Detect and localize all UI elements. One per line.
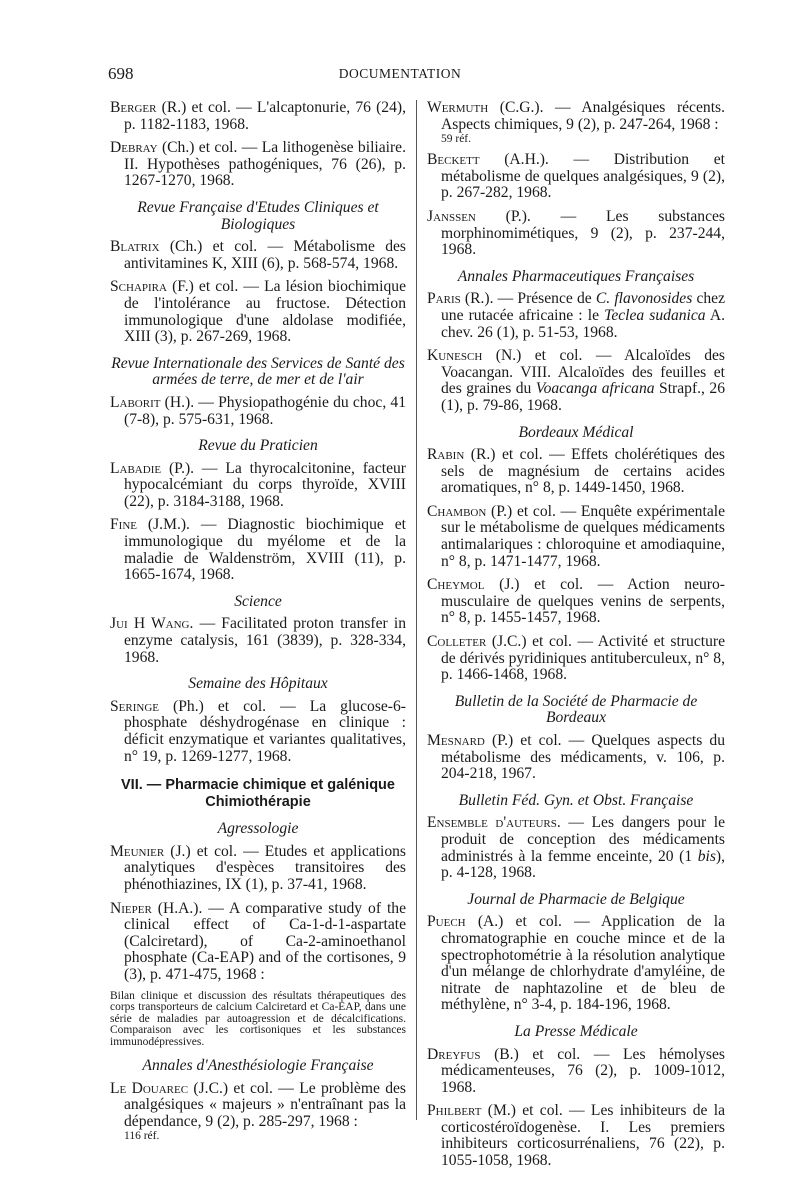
section-heading: VII. — Pharmacie chimique et galénique Chimiothérapie: [121, 777, 395, 811]
entry-author: Seringe: [110, 697, 159, 715]
bibliography-entry: [427, 634, 725, 684]
entry-text: (C.G.). — Analgésiques récents. Aspects chimiques, 9 (2), p. 247-264, 1968 :: [441, 99, 725, 133]
entry-author: Wermuth: [427, 99, 489, 116]
entry-author: Fine: [110, 516, 137, 534]
entry-author: Chambon: [427, 502, 487, 520]
entry-author: Jui H Wang.: [110, 615, 194, 633]
italic-term: bis: [697, 847, 716, 865]
journal-heading: Annales d'Anesthésiologie Française: [142, 1057, 374, 1075]
page-number: 698: [108, 64, 134, 83]
bibliography-entry: [110, 239, 406, 272]
entry-text: (J.) et col. — Action neuro-musculaire de quelques venins de serpents, n° 8, p. 1455-1457, 1968.: [441, 576, 725, 627]
bibliography-entry: [427, 733, 725, 783]
entry-author: Kunesch: [427, 347, 483, 365]
entry-text: (J.C.) et col. — Activité et structure de dérivés pyridiniques antituberculeux, n° 8, p. 1466-1468, 1968.: [441, 633, 725, 684]
journal-heading: La Presse Médicale: [514, 1022, 638, 1040]
journal-heading: Revue du Praticien: [198, 437, 318, 455]
bibliography-entry: [427, 577, 725, 627]
journal-heading: Agressologie: [217, 820, 299, 838]
entry-text: (M.) et col. — Les inhibiteurs de la corticostéroïdogenèse. I. Les premiers inhibiteurs corticosurrénaliens, 76 (22), p. 1055-1058, 1968.: [441, 1102, 726, 1170]
species-name: Voacanga africana: [535, 380, 655, 398]
bibliography-entry: [427, 152, 725, 202]
entry-author: Rabin: [427, 446, 465, 464]
entry-text: (P.). — Les substances morphinomimétiques, 9 (2), p. 237-244, 1968.: [441, 207, 726, 259]
entry-author: Paris: [427, 290, 461, 308]
entry-text: (Ch.) et col. — La lithogenèse biliaire. II. Hypothèses pathogéniques, 76 (26), p. 1267-1270, 1968.: [124, 139, 406, 190]
left-column: [110, 100, 406, 1149]
entry-author: Meunier: [110, 842, 165, 860]
entry-author: Puech: [427, 913, 466, 931]
bibliography-entry: [427, 815, 725, 881]
entry-text: (P.) et col. — Enquête expérimentale sur le métabolisme de quelques médicaments antimalariques : chloroquine et amodiaquine, n° 8, p. 1471-1477, 1968.: [441, 502, 725, 570]
bibliography-entry: [110, 1081, 406, 1143]
journal-heading: Semaine des Hôpitaux: [188, 675, 328, 693]
entry-text: A. chev. 26 (1), p. 51-53, 1968.: [441, 306, 725, 341]
bibliography-entry: [110, 844, 406, 894]
entry-author: Debray: [110, 139, 158, 157]
entry-author: Philbert: [427, 1102, 482, 1120]
page-header: [0, 64, 800, 88]
entry-text: (R.) et col. — L'alcaptonurie, 76 (24), p. 1182-1183, 1968.: [124, 99, 406, 133]
journal-heading: Bulletin de la Société de Pharmacie de Bordeaux: [454, 692, 698, 727]
entry-text: (J.M.). — Diagnostic biochimique et immunologique du myélome et de la maladie de Waldenström, XVIII (11), p. 1665-1674, 1968.: [124, 516, 406, 584]
entry-author: Cheymol: [427, 576, 485, 594]
bibliography-entry: [427, 914, 725, 1014]
bibliography-entry: [110, 616, 406, 666]
column-divider: [416, 100, 417, 1120]
right-column: [427, 100, 725, 1177]
entry-author: Ensemble d'auteurs.: [427, 814, 561, 832]
journal-heading: Revue Française d'Etudes Cliniques et Biologiques: [137, 198, 379, 233]
reference-count: 59 réf.: [441, 133, 472, 146]
entry-author: Beckett: [427, 151, 480, 169]
bibliography-entry: [110, 901, 406, 984]
entry-text: (J.) et col. — Etudes et applications analytiques d'espèces transitoires des phénothiazines, IX (1), p. 37-41, 1968.: [124, 842, 406, 893]
entry-author: Nieper: [110, 899, 152, 917]
entry-text: (A.) et col. — Application de la chromatographie en couche mince et de la spectrophotométrie à la résolution analytique d'un mélange de chlorhydrate d'amyléine, de nitrate de naphtazoline et de bleu de méthylène, n° 3-4, p. 184-196, 1968.: [441, 913, 725, 1014]
entry-author: Labadie: [110, 459, 162, 477]
entry-author: Janssen: [427, 207, 476, 225]
species-name: C. flavonosides: [595, 290, 693, 308]
entry-author: Le Douarec: [110, 1079, 189, 1097]
bibliography-entry: [110, 100, 406, 133]
entry-author: Schapira: [110, 278, 167, 296]
entry-text: — Facilitated proton transfer in enzyme catalysis, 161 (3839), p. 328-334, 1968.: [124, 615, 407, 666]
entry-note: Bilan clinique et discussion des résultats thérapeutiques des corps transporteurs de calcium Calciretard et Ca-EAP, dans une série de maladies par autoagression et de décalcifications. Comparaison avec les cortisoniques et les substances immunodépressives.: [110, 989, 406, 1048]
journal-heading: Science: [234, 592, 282, 610]
entry-author: Dreyfus: [427, 1045, 481, 1063]
entry-text: (F.) et col. — La lésion biochimique de l'intolérance au fructose. Détection immunologique d'une aldolase modifiée, XIII (3), p. 267-269, 1968.: [124, 278, 406, 346]
entry-text: (J.C.) et col. — Le problème des analgésiques « majeurs » n'entraînant pas la dépendance, 9 (2), p. 285-297, 1968 :: [124, 1079, 406, 1130]
bibliography-entry: [110, 461, 406, 511]
reference-count: 116 réf.: [124, 1130, 160, 1143]
journal-heading: Journal de Pharmacie de Belgique: [467, 890, 685, 908]
entry-text: (R.) et col. — Effets cholérétiques des sels de magnésium de certains acides aromatiques, n° 8, p. 1449-1450, 1968.: [441, 446, 725, 497]
bibliography-entry: [110, 279, 406, 345]
entry-text: (R.). — Présence de: [464, 290, 596, 308]
entry-text: chez une rutacée africaine : le: [441, 290, 725, 324]
entry-text: (P.). — La thyrocalcitonine, facteur hypocalcémiant du corps thyroïde, XVIII (22), p. 3184-3188, 1968.: [124, 459, 406, 510]
entry-text: — Les dangers pour le produit de conception des médicaments administrés à la femme enceinte, 20 (1: [441, 814, 725, 865]
bibliography-entry: [427, 504, 725, 570]
bibliography-entry: [427, 1103, 725, 1169]
bibliography-entry: [427, 291, 725, 341]
bibliography-entry: [427, 1047, 725, 1097]
bibliography-entry: [427, 447, 725, 497]
entry-author: Berger: [110, 99, 157, 116]
entry-author: Blatrix: [110, 238, 160, 256]
journal-heading: Bulletin Féd. Gyn. et Obst. Française: [458, 791, 694, 809]
entry-text: (A.H.). — Distribution et métabolisme de quelques analgésiques, 9 (2), p. 267-282, 1968.: [441, 151, 725, 202]
entry-text: (P.) et col. — Quelques aspects du métabolisme des médicaments, v. 106, p. 204-218, 1967.: [441, 732, 726, 783]
bibliography-entry: [110, 395, 406, 428]
journal-heading: Annales Pharmaceutiques Françaises: [457, 267, 695, 285]
bibliography-entry: [110, 699, 406, 765]
bibliography-entry: [427, 348, 725, 414]
bibliography-entry: [110, 140, 406, 190]
entry-text: Strapf., 26 (1), p. 79-86, 1968.: [441, 380, 725, 414]
entry-text: (B.) et col. — Les hémolyses médicamenteuses, 76 (2), p. 1009-1012, 1968.: [441, 1045, 725, 1096]
entry-author: Colleter: [427, 633, 487, 651]
bibliography-entry: [110, 517, 406, 583]
entry-author: Laborit: [110, 393, 161, 411]
entry-text: (Ph.) et col. — La glucose-6-phosphate déshydrogénase en clinique : déficit enzymatique et variantes qualitatives, n° 19, p. 1269-1277, 1968.: [124, 697, 406, 765]
bibliography-entry: [427, 209, 725, 259]
species-name: Teclea sudanica: [604, 306, 706, 324]
journal-heading: Revue Internationale des Services de Santé des armées de terre, de mer et de l'air: [111, 354, 405, 389]
entry-author: Mesnard: [427, 732, 485, 749]
journal-heading: Bordeaux Médical: [518, 423, 634, 441]
entry-text: (H.). — Physiopathogénie du choc, 41 (7-8), p. 575-631, 1968.: [124, 393, 406, 428]
entry-text: (H.A.). — A comparative study of the clinical effect of Ca-1-d-1-aspartate (Calciretard), of Ca-2-aminoethanol phosphate (Ca-EAP) and of the cortisones, 9 (3), p. 471-475, 1968 :: [124, 899, 406, 983]
entry-text: ), p. 4-128, 1968.: [441, 847, 725, 882]
entry-text: (Ch.) et col. — Métabolisme des antivitamines K, XIII (6), p. 568-574, 1968.: [124, 238, 406, 272]
entry-text: (N.) et col. — Alcaloïdes des Voacangan. VIII. Alcaloïdes des feuilles et des graines du: [441, 347, 725, 398]
bibliography-entry: [427, 100, 725, 145]
running-title: DOCUMENTATION: [338, 66, 462, 81]
